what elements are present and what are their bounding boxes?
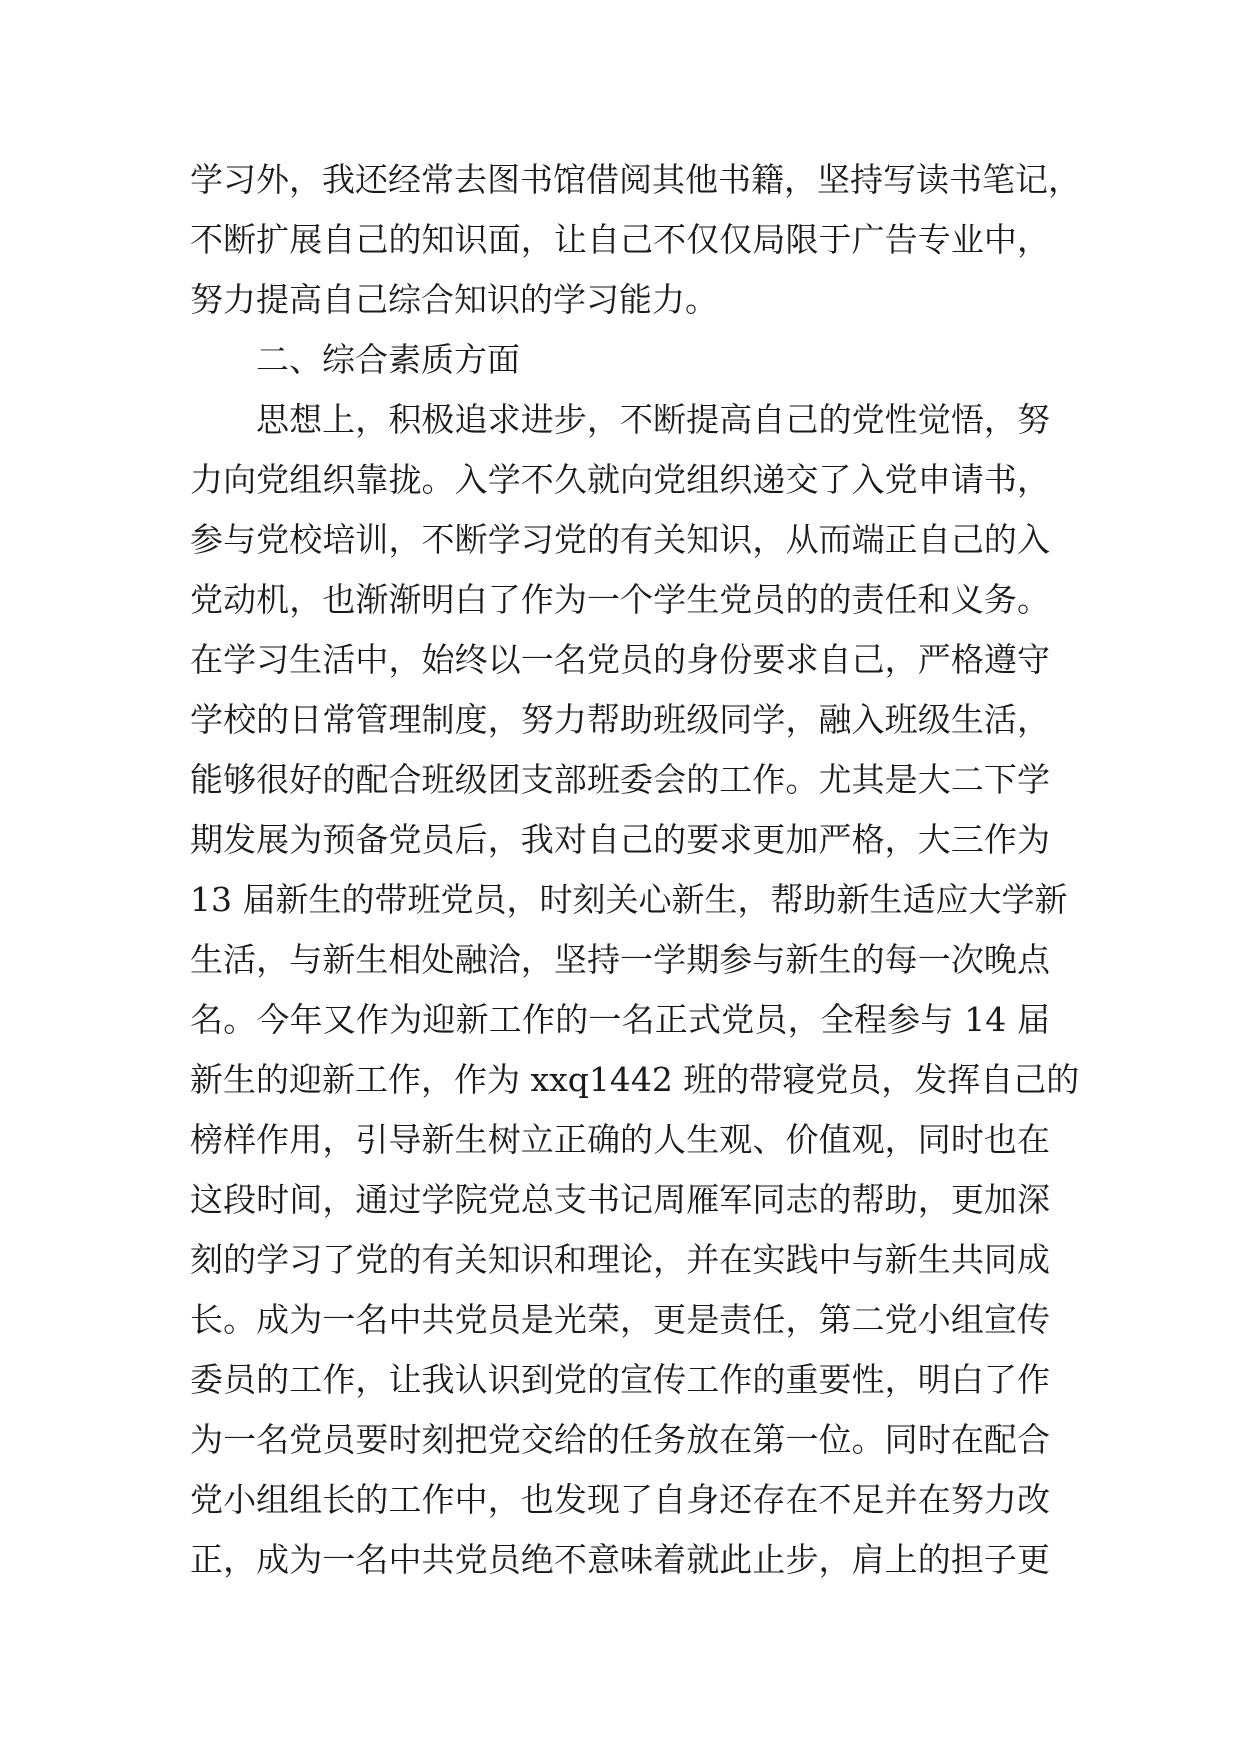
text-line: 13 届新生的带班党员，时刻关心新生，帮助新生适应大学新 — [190, 880, 1068, 919]
text-line: 生活，与新生相处融洽，坚持一学期参与新生的每一次晚点 — [190, 940, 1050, 979]
document-body — [190, 150, 1081, 1590]
text-line: 在学习生活中，始终以一名党员的身份要求自己，严格遵守 — [190, 640, 1050, 679]
text-line: 党动机，也渐渐明白了作为一个学生党员的的责任和义务。 — [190, 580, 1050, 619]
text-line: 党小组组长的工作中，也发现了自身还存在不足并在努力改 — [190, 1480, 1050, 1519]
text-line: 努力提高自己综合知识的学习能力。 — [190, 280, 718, 319]
text-line: 委员的工作，让我认识到党的宣传工作的重要性，明白了作 — [190, 1360, 1050, 1399]
text-line: 不断扩展自己的知识面，让自己不仅仅局限于广告专业中， — [190, 220, 1050, 259]
text-line: 力向党组织靠拢。入学不久就向党组织递交了入党申请书， — [190, 460, 1050, 499]
text-line: 这段时间，通过学院党总支书记周雁军同志的帮助，更加深 — [190, 1180, 1050, 1219]
text-line: 学校的日常管理制度，努力帮助班级同学，融入班级生活， — [190, 700, 1050, 739]
text-line: 榜样作用，引导新生树立正确的人生观、价值观，同时也在 — [190, 1120, 1050, 1159]
text-line: 思想上，积极追求进步，不断提高自己的党性觉悟，努 — [256, 400, 1050, 439]
text-line: 期发展为预备党员后，我对自己的要求更加严格，大三作为 — [190, 820, 1050, 859]
text-line: 正，成为一名中共党员绝不意味着就此止步，肩上的担子更 — [190, 1540, 1050, 1579]
text-line: 能够很好的配合班级团支部班委会的工作。尤其是大二下学 — [190, 760, 1050, 799]
text-line: 名。今年又作为迎新工作的一名正式党员，全程参与 14 届 — [190, 1000, 1050, 1039]
text-line: 学习外，我还经常去图书馆借阅其他书籍，坚持写读书笔记， — [190, 160, 1081, 199]
section-heading: 二、综合素质方面 — [256, 340, 520, 379]
text-line: 为一名党员要时刻把党交给的任务放在第一位。同时在配合 — [190, 1420, 1050, 1459]
text-line: 新生的迎新工作，作为 xxq1442 班的带寝党员，发挥自己的 — [190, 1060, 1080, 1099]
text-line: 参与党校培训，不断学习党的有关知识，从而端正自己的入 — [190, 520, 1050, 559]
text-line: 刻的学习了党的有关知识和理论，并在实践中与新生共同成 — [190, 1240, 1050, 1279]
text-line: 长。成为一名中共党员是光荣，更是责任，第二党小组宣传 — [190, 1300, 1050, 1339]
